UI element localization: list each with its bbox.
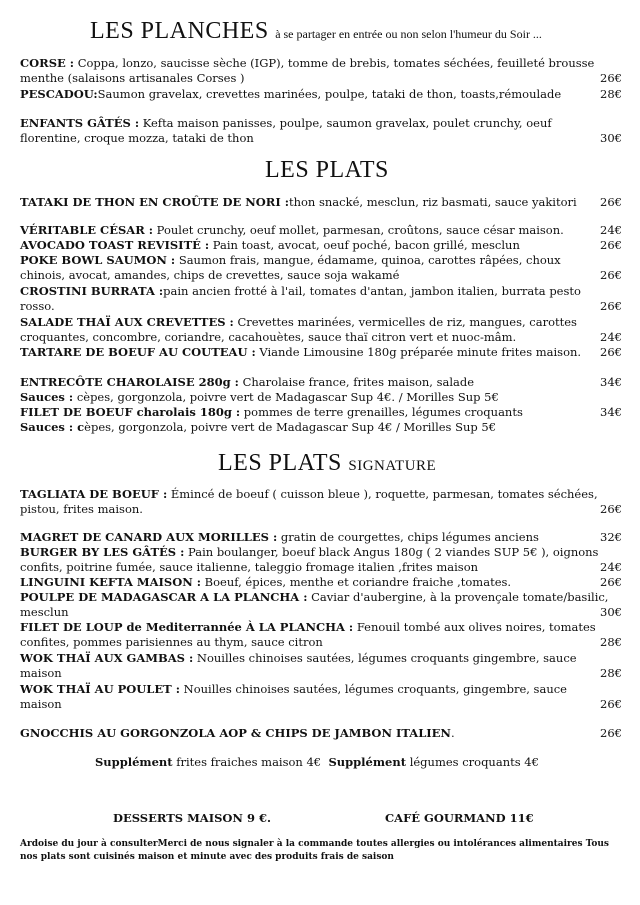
price: 26€ — [600, 71, 622, 85]
list-item: maison 26€ — [20, 697, 622, 711]
price: 34€ — [600, 405, 622, 419]
list-item: maison 28€ — [20, 666, 622, 680]
signature-heading — [218, 450, 436, 477]
price: 24€ — [600, 560, 622, 574]
list-item: SALADE THAÏ AUX CREVETTES : Crevettes marinées, vermicelles de riz, mangues, carottes — [20, 315, 577, 329]
price: 28€ — [600, 666, 622, 680]
list-item: mesclun 30€ — [20, 605, 622, 619]
list-item: menthe (salaisons artisanales Corses ) 26€ — [20, 71, 622, 85]
list-item: WOK THAÏ AU POULET : Nouilles chinoises sautées, légumes croquants, gingembre, sauce — [20, 682, 567, 696]
desserts-label: DESSERTS MAISON 9 €. — [113, 811, 271, 825]
planches-title: LES PLANCHES — [90, 18, 269, 44]
list-item: WOK THAÏ AUX GAMBAS : Nouilles chinoises sautées, légumes croquants gingembre, sauce — [20, 651, 577, 665]
allergy-note-line2: nos plats sont cuisinés maison et minute avec des produits frais de saison — [20, 852, 394, 862]
plats-title: LES PLATS — [265, 157, 389, 183]
list-item: VÉRITABLE CÉSAR : Poulet crunchy, oeuf mollet, parmesan, croûtons, sauce césar maison. 24€ — [20, 223, 622, 237]
list-item: ENFANTS GÂTÉS : Kefta maison panisses, poulpe, saumon gravelax, poulet crunchy, oeuf — [20, 116, 552, 130]
list-item: Sauces : cèpes, gorgonzola, poivre vert de Madagascar Sup 4€. / Morilles Sup 5€ — [20, 390, 499, 404]
list-item: LINGUINI KEFTA MAISON : Boeuf, épices, menthe et coriandre fraiche ,tomates. 26€ — [20, 575, 622, 589]
list-item: TAGLIATA DE BOEUF : Émincé de boeuf ( cuisson bleue ), roquette, parmesan, tomates séchées, — [20, 487, 598, 501]
list-item: confites, pommes parisiennes au thym, sauce citron 28€ — [20, 635, 622, 649]
price: 28€ — [600, 87, 622, 101]
list-item: PESCADOU:Saumon gravelax, crevettes marinées, poulpe, tataki de thon, toasts,rémoulade 28€ — [20, 87, 622, 101]
price: 26€ — [600, 299, 622, 313]
list-item: POKE BOWL SAUMON : Saumon frais, mangue, édamame, quinoa, carottes râpées, choux — [20, 253, 561, 267]
price: 26€ — [600, 575, 622, 589]
list-item: FILET DE BOEUF charolais 180g : pommes de terre grenailles, légumes croquants 34€ — [20, 405, 622, 419]
price: 26€ — [600, 345, 622, 359]
price: 24€ — [600, 330, 622, 344]
price: 30€ — [600, 605, 622, 619]
list-item: croquantes, concombre, coriandre, cacahouètes, sauce thaï citron vert et nuoc-mâm. 24€ — [20, 330, 622, 344]
price: 26€ — [600, 697, 622, 711]
list-item: FILET DE LOUP de Mediterrannée À LA PLANCHA : Fenouil tombé aux olives noires, tomates — [20, 620, 596, 634]
list-item: confits, poitrine fumée, sauce italienne, taleggio fromage italien ,frites maison 24€ — [20, 560, 622, 574]
cafe-gourmand-label: CAFÉ GOURMAND 11€ — [385, 811, 534, 825]
list-item: BURGER BY LES GÂTÉS : Pain boulanger, boeuf black Angus 180g ( 2 viandes SUP 5€ ), oignons — [20, 545, 599, 559]
signature-title: LES PLATS — [218, 450, 342, 476]
price: 26€ — [600, 195, 622, 209]
price: 24€ — [600, 223, 622, 237]
plats-heading — [265, 157, 389, 184]
list-item: TARTARE DE BOEUF AU COUTEAU : Viande Limousine 180g préparée minute frites maison. 26€ — [20, 345, 622, 359]
list-item: MAGRET DE CANARD AUX MORILLES : gratin de courgettes, chips légumes anciens 32€ — [20, 530, 622, 544]
list-item: florentine, croque mozza, tataki de thon 30€ — [20, 131, 622, 145]
list-item: rosso. 26€ — [20, 299, 622, 313]
list-item: pistou, frites maison. 26€ — [20, 502, 622, 516]
list-item: POULPE DE MADAGASCAR A LA PLANCHA : Caviar d'aubergine, à la provençale tomate/basilic, — [20, 590, 609, 604]
list-item: Sauces : cèpes, gorgonzola, poivre vert de Madagascar Sup 4€ / Morilles Sup 5€ — [20, 420, 497, 434]
price: 30€ — [600, 131, 622, 145]
planches-subtitle: à se partager en entrée ou non selon l'humeur du Soir ... — [275, 27, 542, 41]
price: 26€ — [600, 268, 622, 282]
supplements: Supplément frites fraiches maison 4€ Supplément légumes croquants 4€ — [95, 755, 539, 769]
price: 28€ — [600, 635, 622, 649]
list-item: CORSE : Coppa, lonzo, saucisse sèche (IGP), tomme de brebis, tomates séchées, feuilleté brousse — [20, 56, 595, 70]
list-item: chinois, avocat, amandes, chips de crevettes, sauce soja wakamé 26€ — [20, 268, 622, 282]
price: 32€ — [600, 530, 622, 544]
price: 26€ — [600, 502, 622, 516]
list-item: CROSTINI BURRATA :pain ancien frotté à l'ail, tomates d'antan, jambon italien, burrata pesto — [20, 284, 581, 298]
planches-heading — [90, 18, 542, 45]
list-item: TATAKI DE THON EN CROÛTE DE NORI :thon snacké, mesclun, riz basmati, sauce yakitori 26€ — [20, 195, 622, 209]
price: 34€ — [600, 375, 622, 389]
price: 26€ — [600, 726, 622, 740]
signature-subtitle: SIGNATURE — [348, 458, 437, 474]
list-item: ENTRECÔTE CHAROLAISE 280g : Charolaise france, frites maison, salade 34€ — [20, 375, 622, 389]
list-item: GNOCCHIS AU GORGONZOLA AOP & CHIPS DE JAMBON ITALIEN. 26€ — [20, 726, 622, 740]
allergy-note-line1: Ardoise du jour à consulterMerci de nous signaler à la commande toutes allergies ou intolérances alimentaires Tous — [20, 839, 609, 849]
price: 26€ — [600, 238, 622, 252]
list-item: AVOCADO TOAST REVISITÉ : Pain toast, avocat, oeuf poché, bacon grillé, mesclun 26€ — [20, 238, 622, 252]
